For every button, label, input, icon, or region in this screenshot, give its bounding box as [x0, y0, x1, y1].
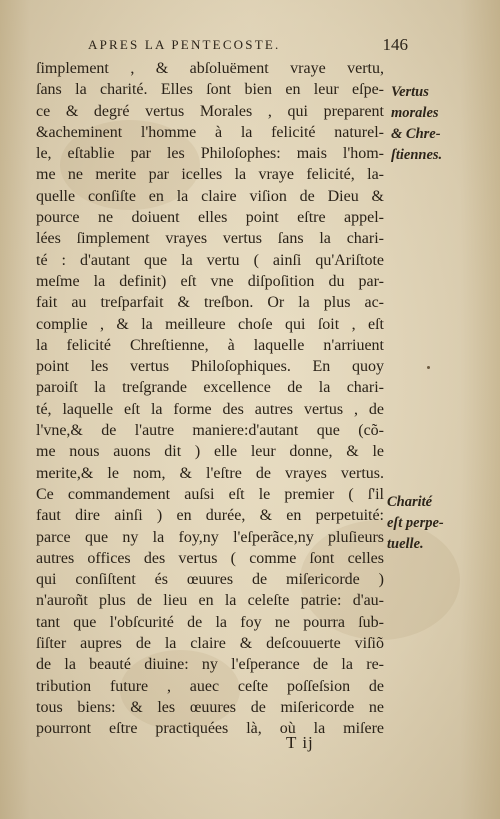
text-line: tant que l'obſcurité de la foy ne pourra ſub- — [36, 613, 384, 631]
page-header — [40, 35, 408, 57]
margin-note-line: morales — [391, 105, 439, 121]
text-line: paroiſt la treſgrande excellence de la chari- — [36, 379, 384, 397]
text-line: fait au treſparfait & treſbon. Or la plus ac- — [36, 294, 384, 312]
text-line: tribution future , auec ceſte poſſeſsion de — [36, 677, 384, 695]
signature-mark: T ij — [286, 733, 314, 752]
running-head: APRES LA PENTECOSTE. — [88, 37, 281, 52]
text-line: parce que ny la foy,ny l'eſperãce,ny pluſieurs — [36, 528, 384, 546]
text-line: qui conſiſtent és œuures de miſericorde ) — [36, 571, 384, 589]
text-line: &acheminent l'homme à la felicité naturel- — [36, 123, 384, 141]
text-line: ſimplement , & abſoluëment vraye vertu, — [36, 60, 384, 77]
text-line: quelle conſiſte en la claire viſion de Dieu & — [36, 187, 384, 205]
text-line: l'vne,& de l'autre maniere:d'autant que (cõ- — [36, 422, 384, 440]
text-line: ce & degré vertus Morales , qui preparent — [36, 102, 384, 120]
body-text — [36, 58, 384, 740]
text-line: pourront eſtre practiquées là, où la miſere — [36, 720, 384, 738]
text-line: ſiſter aupres de la claire & deſcouuerte viſiõ — [36, 635, 384, 653]
text-line: pource ne doiuent elles point eſtre appel- — [36, 209, 384, 227]
text-line: lées ſimplement vrayes vertus ſans la chari- — [36, 230, 384, 248]
text-line: n'auroñt plus de lieu en la celeſte patrie: d'au- — [36, 592, 384, 610]
text-line: faut dire ainſi ) en durée, & en perpetuité: — [36, 507, 384, 525]
text-line: point les vertus Philoſophiques. En quoy — [36, 358, 384, 376]
margin-note-vertus — [391, 82, 442, 166]
text-line: merite,& le nom, & l'eſtre de vrayes vertus. — [36, 464, 384, 482]
text-line: me ne merite par icelles la vraye felicité, la- — [36, 166, 384, 184]
text-line: de la beauté diuine: ny l'eſperance de la re- — [36, 656, 384, 674]
text-line: té, laquelle eſt la forme des autres vertus , de — [36, 400, 384, 418]
margin-note-line: tuelle. — [387, 536, 424, 552]
text-line: me nous auons dit ) elle leur donne, & le — [36, 443, 384, 461]
text-line: complie , & la meilleure choſe qui ſoit , eſt — [36, 315, 384, 333]
margin-note-line: eſt perpe- — [387, 515, 444, 531]
text-line: la felicité Chreſtienne, à laquelle n'arriuent — [36, 336, 384, 354]
margin-note-line: & Chre- — [391, 126, 441, 142]
margin-note-line: Charité — [387, 494, 433, 510]
text-line: té : d'autant que la vertu ( ainſi qu'Ariſtote — [36, 251, 384, 269]
page-number: 146 — [382, 35, 408, 54]
text-line: ſans la charité. Elles ſont bien en leur eſpe- — [36, 81, 384, 99]
text-line: autres offices des vertus ( comme ſont celles — [36, 549, 384, 567]
text-line: Ce commandement auſsi eſt le premier ( ſ'il — [36, 485, 384, 503]
ink-speck — [427, 366, 430, 369]
margin-note-charite — [387, 492, 444, 555]
margin-note-line: ſtiennes. — [391, 147, 443, 163]
text-line: le, eſtablie par les Philoſophes: mais l'hom- — [36, 145, 384, 163]
text-line: meſme la definit) eſt vne diſpoſition du par- — [36, 272, 384, 290]
text-line: tous biens: & les œuures de miſericorde ne — [36, 698, 384, 716]
margin-note-line: Vertus — [391, 84, 429, 100]
